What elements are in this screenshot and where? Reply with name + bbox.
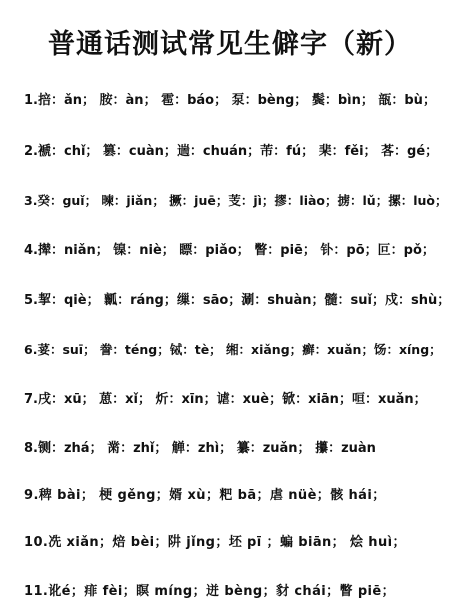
word-line-5: 5.挈：qiè； 瓤：ráng；缫：sāo；涮：shuàn；髓：suǐ；戍：shù； <box>24 293 451 308</box>
word-line-2: 2.褫：chǐ； 篡：cuàn；遄：chuán；芾：fú； 棐：fěi； 茖：gé； <box>24 144 439 159</box>
word-line-3: 3.癸：guǐ； 暕：jiǎn； 撅：juē；芰：jì；摎：liào；掳：lǔ；摞：luò； <box>24 193 448 208</box>
word-line-9: 9.稗 bài； 梗 gěng；婿 xù；粑 bā；虐 nüè；骸 hái； <box>24 488 386 503</box>
word-line-11: 11.讹é；痱 fèi；瞑 míng；迸 bèng；豺 chái；瞥 piē； <box>24 584 396 599</box>
word-line-4: 4.撵：niǎn； 镍：niè； 瞟：piǎo； 瞥：piē； 钋：pō；叵：pǒ； <box>24 243 435 258</box>
word-line-8: 8.铡：zhá； 黹：zhǐ； 觯：zhì； 纂：zuǎn； 攥：zuàn <box>24 441 376 456</box>
word-line-6: 6.荽：suī； 誊：téng；铽：tè； 缃：xiǎng；癣：xuǎn；饧：xíng； <box>24 342 442 357</box>
word-line-10: 10.冼 xiǎn；焙 bèi；阱 jǐng；坯 pī ；蝙 biān； 烩 huì； <box>24 535 406 550</box>
page-title: 普通话测试常见生僻字（新） <box>48 29 412 60</box>
word-line-1: 1.掊：ǎn； 胺：àn； 雹：báo； 泵：bèng； 鬓：bìn； 瓿：bù； <box>24 93 436 108</box>
word-line-7: 7.戌：xū； 葸：xǐ； 炘：xīn；谑：xuè；锨：xiān；咺：xuǎn； <box>24 392 427 407</box>
